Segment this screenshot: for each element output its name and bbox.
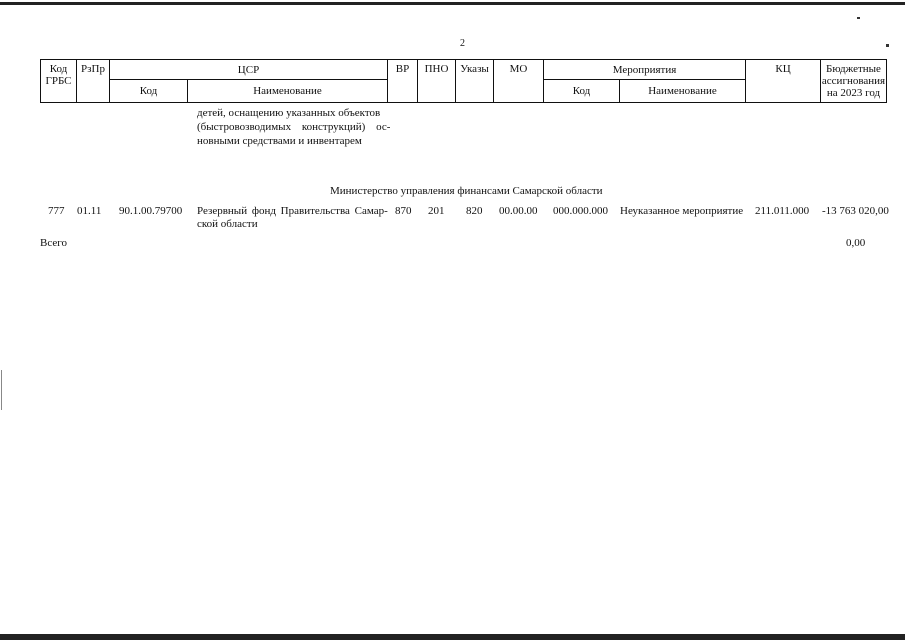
scan-speck: [857, 17, 860, 19]
scan-bottom-edge: [0, 634, 905, 640]
page-number: 2: [460, 38, 465, 49]
header-meropriyatiya: Мероприятия: [543, 59, 746, 80]
header-kod-grbs: Код ГРБС: [40, 59, 77, 103]
row-pno: 201: [428, 205, 445, 217]
row-ukazy: 820: [466, 205, 483, 217]
row-mer-kod: 000.000.000: [553, 205, 608, 217]
header-budget: Бюджетные ассигнования на 2023 год: [820, 59, 887, 103]
row-kc: 211.011.000: [755, 205, 810, 217]
header-csr: ЦСР: [109, 59, 388, 80]
header-ukazy: Указы: [455, 59, 494, 103]
header-vr: ВР: [387, 59, 418, 103]
total-value: 0,00: [846, 237, 866, 249]
continuation-text-line: новными средствами и инвентарем: [197, 135, 362, 147]
section-title: Министерство управления финансами Самарской области: [330, 185, 603, 197]
scan-top-edge: [0, 2, 905, 5]
total-label: Всего: [40, 237, 67, 249]
header-kc: КЦ: [745, 59, 821, 103]
header-csr-name: Наименование: [187, 79, 388, 103]
row-vr: 870: [395, 205, 412, 217]
row-mo: 00.00.00: [499, 205, 538, 217]
row-csr-name: Резервный фонд Правительства Самар-: [197, 205, 388, 217]
continuation-text-line: (быстровозводимых конструкций) ос-: [197, 121, 391, 133]
row-rzpr: 01.11: [77, 205, 102, 217]
row-amount: -13 763 020,00: [822, 205, 889, 217]
header-mo: МО: [493, 59, 544, 103]
table-header: [40, 59, 887, 103]
header-mer-kod: Код: [543, 79, 620, 103]
header-pno: ПНО: [417, 59, 456, 103]
header-mer-name: Наименование: [619, 79, 746, 103]
header-csr-kod: Код: [109, 79, 188, 103]
row-csr-name-cont: ской области: [197, 218, 258, 230]
row-kod-grbs: 777: [48, 205, 65, 217]
header-rzpr: РзПр: [76, 59, 110, 103]
scan-speck: [886, 44, 889, 47]
scan-left-edge: [1, 370, 2, 410]
continuation-text-line: детей, оснащению указанных объектов: [197, 107, 381, 119]
row-mer-name: Неуказанное мероприятие: [620, 205, 744, 217]
row-csr-kod: 90.1.00.79700: [119, 205, 183, 217]
